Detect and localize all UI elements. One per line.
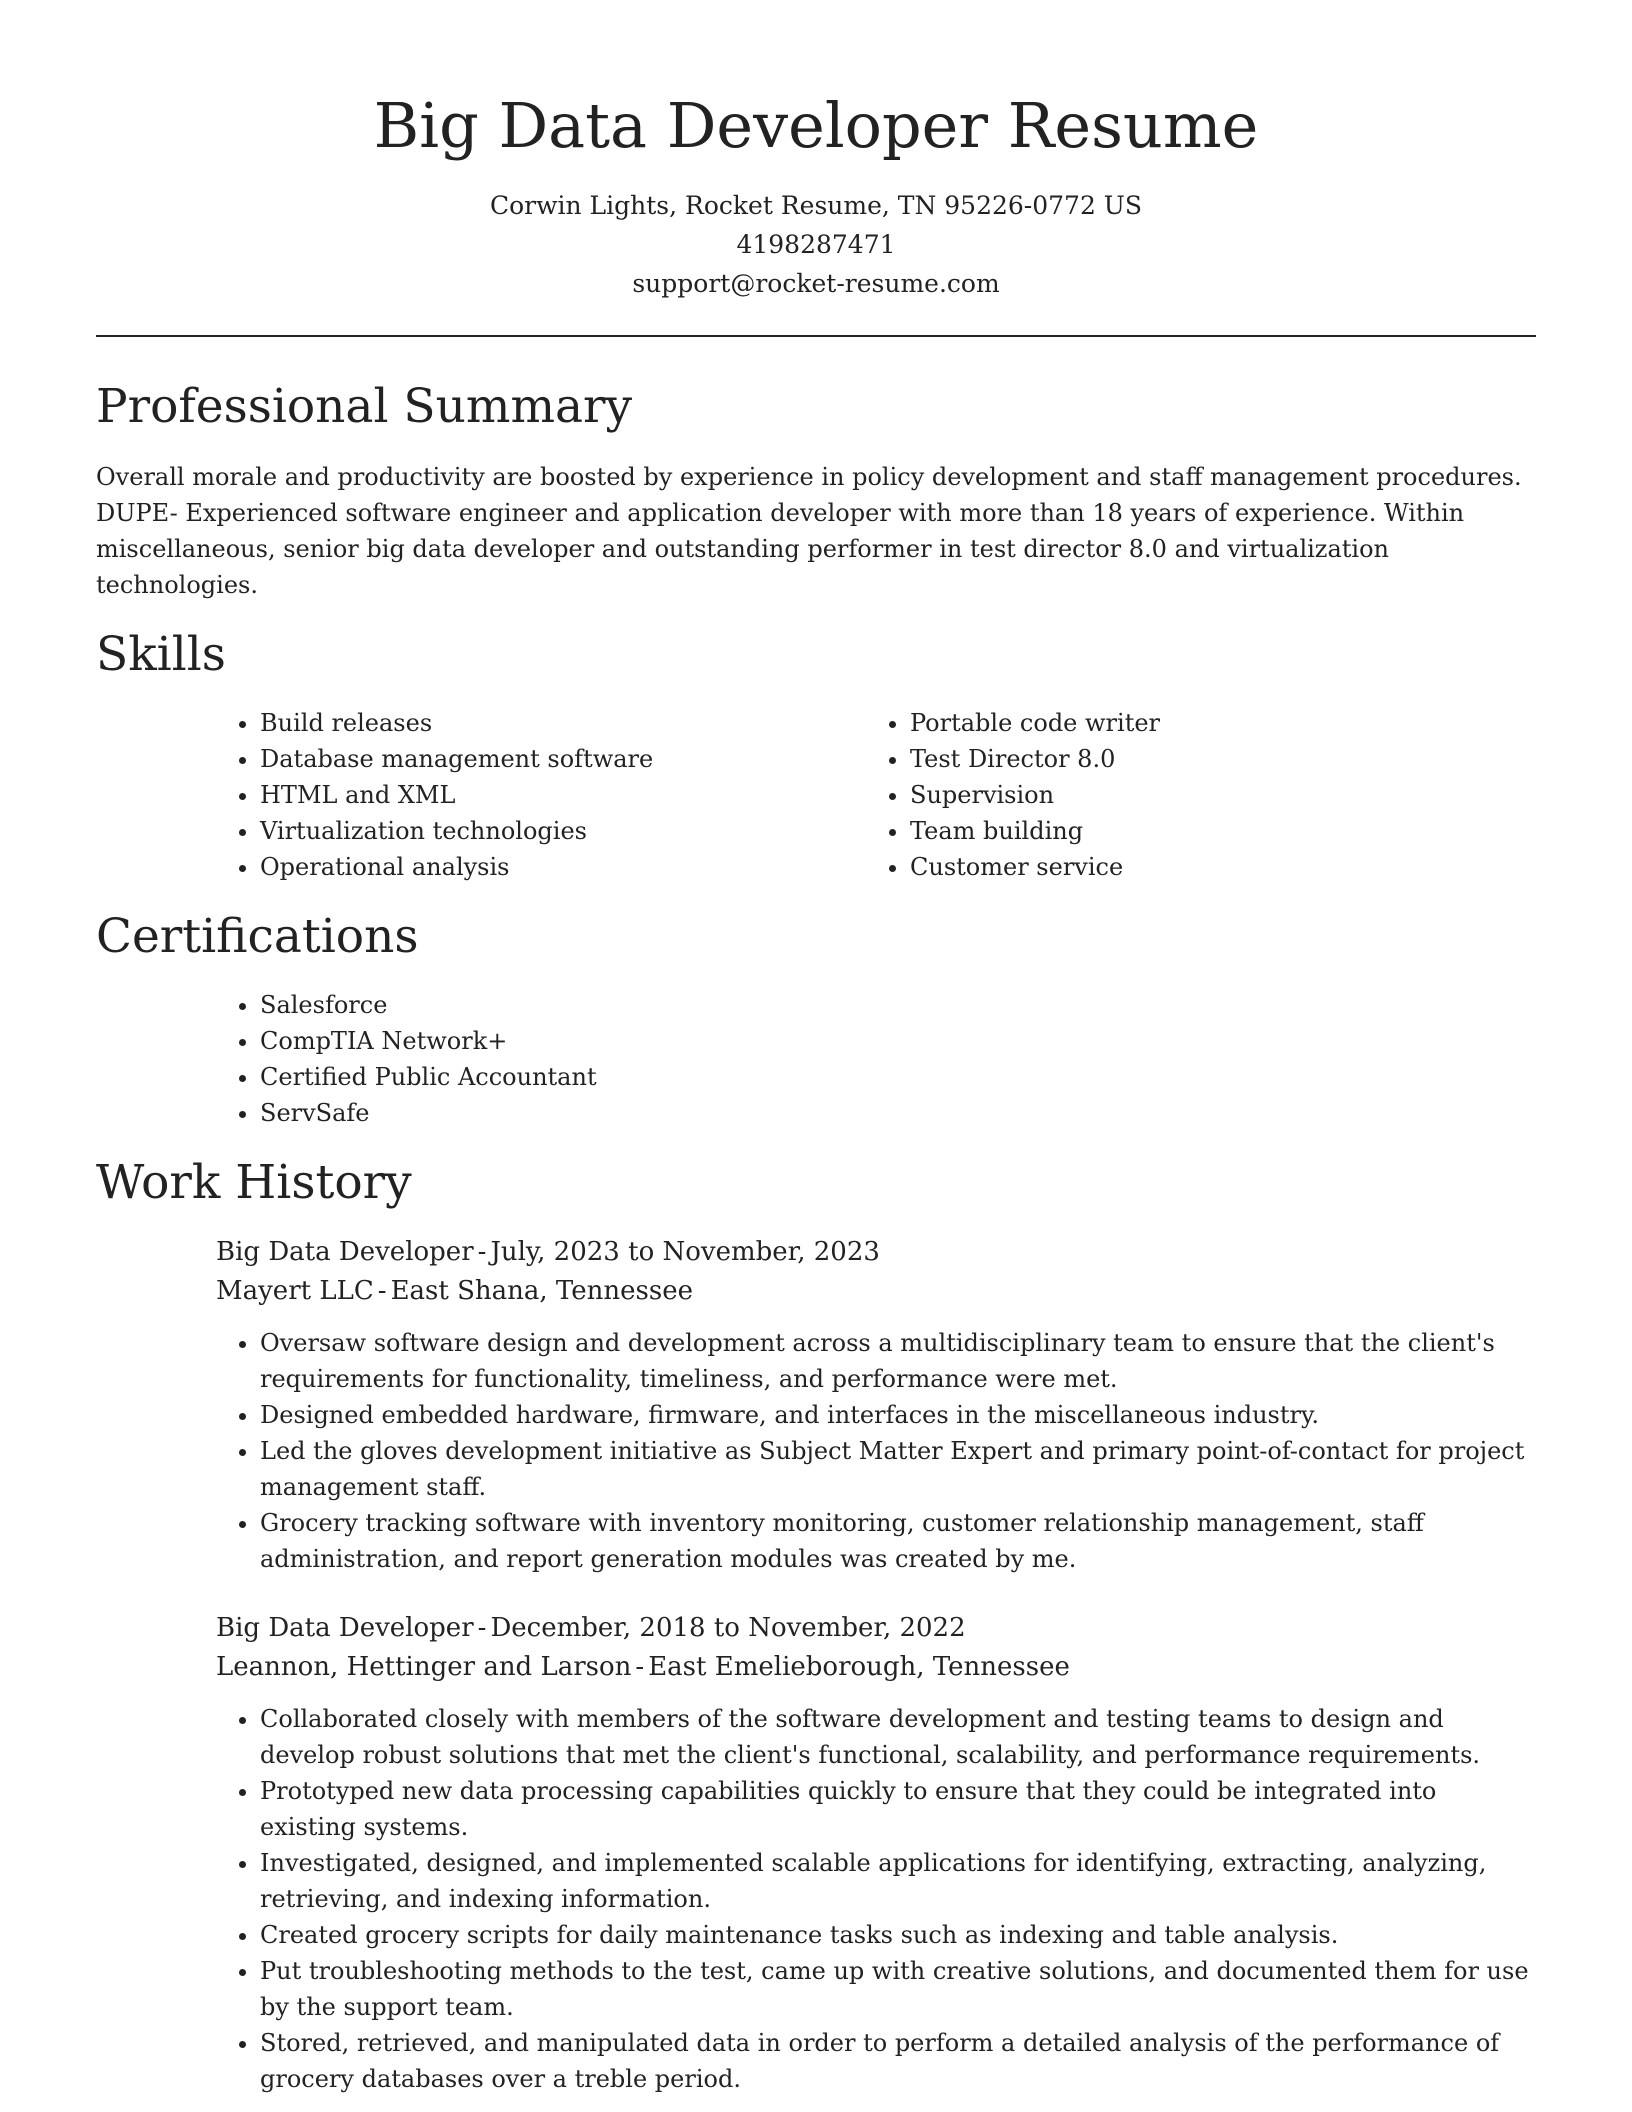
- skills-heading: Skills: [96, 627, 226, 682]
- job-title-line: [216, 1609, 1536, 1648]
- job-bullet: • Investigated, designed, and implemented scalable applications for identifying, extracting, analyzing, retrieving, and indexing information.: [260, 1845, 1536, 1917]
- job-company: Mayert LLC: [216, 1276, 374, 1306]
- job-company-line: [216, 1272, 1536, 1311]
- summary-text: Overall morale and productivity are boosted by experience in policy development and staff management procedures. DUPE- Experienced software engineer and application developer with more than 18 years of experience. Within miscellaneous, senior big data developer and outstanding performer in test director 8.0 and virtualization technologies.: [96, 463, 1522, 599]
- skills-section: [96, 625, 1536, 885]
- summary-section: [96, 377, 1536, 603]
- skills-column-left: [216, 705, 866, 885]
- skills-column-right: [866, 705, 1516, 885]
- resume-page: [96, 0, 1536, 2097]
- skill-item: • Portable code writer: [910, 705, 1516, 741]
- job-bullet: • Collaborated closely with members of the software development and testing teams to design and develop robust solutions that met the client's functional, scalability, and performance requirements.: [260, 1701, 1536, 1773]
- job-bullet: • Prototyped new data processing capabilities quickly to ensure that they could be integrated into existing systems.: [260, 1773, 1536, 1845]
- resume-header: [96, 0, 1536, 303]
- contact-address: Corwin Lights, Rocket Resume, TN 95226-0772 US: [489, 191, 1143, 220]
- job-company-line: [216, 1648, 1536, 1687]
- job-separator: -: [635, 1652, 645, 1682]
- job-separator: -: [477, 1613, 487, 1643]
- skills-grid: [216, 705, 1536, 885]
- certification-item: • Certified Public Accountant: [260, 1059, 1536, 1095]
- certifications-section: [96, 907, 1536, 1131]
- job-separator: -: [477, 1237, 487, 1267]
- job-bullet: • Stored, retrieved, and manipulated data in order to perform a detailed analysis of the performance of grocery databases over a treble period.: [260, 2025, 1536, 2097]
- skill-item: • Test Director 8.0: [910, 741, 1516, 777]
- job-separator: -: [377, 1276, 387, 1306]
- job-entry: [216, 1609, 1536, 2097]
- job-bullet: • Created grocery scripts for daily maintenance tasks such as indexing and table analysis.: [260, 1917, 1536, 1953]
- certification-item: • ServSafe: [260, 1095, 1536, 1131]
- certifications-list: [216, 987, 1536, 1131]
- job-dates: July, 2023 to November, 2023: [490, 1237, 880, 1267]
- header-divider: [96, 335, 1536, 337]
- job-dates: December, 2018 to November, 2022: [490, 1613, 966, 1643]
- job-bullet: • Led the gloves development initiative as Subject Matter Expert and primary point-of-contact for project management staff.: [260, 1433, 1536, 1505]
- job-title: Big Data Developer: [216, 1237, 474, 1267]
- job-bullet: • Designed embedded hardware, firmware, and interfaces in the miscellaneous industry.: [260, 1397, 1536, 1433]
- certifications-heading: Certifications: [96, 909, 419, 964]
- skill-item: • HTML and XML: [260, 777, 866, 813]
- job-entry: [216, 1233, 1536, 1577]
- skill-item: • Virtualization technologies: [260, 813, 866, 849]
- certification-item: • CompTIA Network+: [260, 1023, 1536, 1059]
- skill-item: • Database management software: [260, 741, 866, 777]
- contact-block: [96, 186, 1536, 303]
- job-bullet: • Put troubleshooting methods to the test, came up with creative solutions, and documented them for use by the support team.: [260, 1953, 1536, 2025]
- contact-email: support@rocket-resume.com: [632, 269, 1000, 298]
- job-title-line: [216, 1233, 1536, 1272]
- job-bullet: • Oversaw software design and development across a multidisciplinary team to ensure that the client's requirements for functionality, timeliness, and performance were met.: [260, 1325, 1536, 1397]
- skill-item: • Build releases: [260, 705, 866, 741]
- skill-item: • Supervision: [910, 777, 1516, 813]
- skill-item: • Customer service: [910, 849, 1516, 885]
- skill-item: • Team building: [910, 813, 1516, 849]
- work-section: [96, 1153, 1536, 2097]
- job-bullet: • Grocery tracking software with inventory monitoring, customer relationship management, staff administration, and report generation modules was created by me.: [260, 1505, 1536, 1577]
- job-location: East Emelieborough, Tennessee: [648, 1652, 1070, 1682]
- summary-heading: Professional Summary: [96, 379, 633, 434]
- skill-item: • Operational analysis: [260, 849, 866, 885]
- job-company: Leannon, Hettinger and Larson: [216, 1652, 632, 1682]
- job-title: Big Data Developer: [216, 1613, 474, 1643]
- contact-phone: 4198287471: [736, 230, 896, 259]
- work-heading: Work History: [96, 1155, 412, 1210]
- resume-title: Big Data Developer Resume: [373, 89, 1259, 162]
- certification-item: • Salesforce: [260, 987, 1536, 1023]
- job-location: East Shana, Tennessee: [390, 1276, 693, 1306]
